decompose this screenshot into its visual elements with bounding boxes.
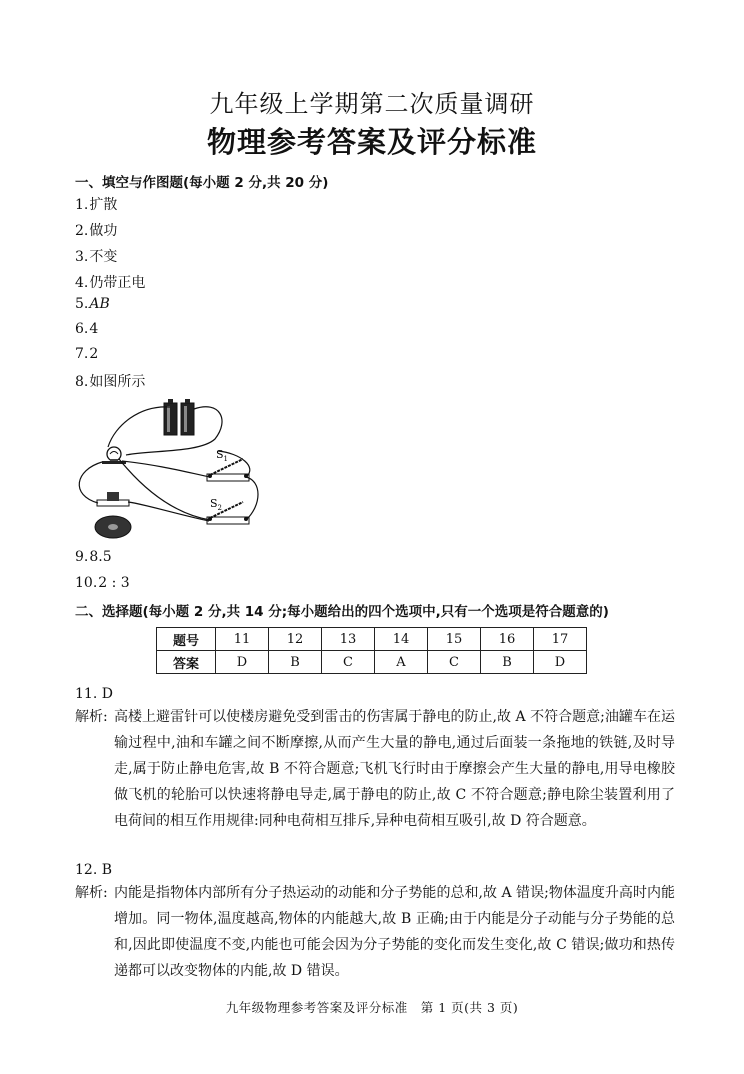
answer-text: AB [89,296,110,312]
answer-text: 2 : 3 [98,575,130,591]
answer-key-title: 物理参考答案及评分标准 [206,125,537,159]
answer-item: 2.做功 [75,223,118,239]
explanation-text: 高楼上避雷针可以使楼房避免受到雷击的伤害属于静电的防止,故 A 不符合题意;油罐车在运输过程中,油和车罐之间不断摩擦,从而产生大量的静电,通过后面装一条拖地的铁链,及时导走,属于防止静电危害,故 B 不符合题意;飞机飞行时由于摩擦会产生大量的静电,用导电橡胶做飞机的轮胎可以快速将静电导走,属于静电的防止,故 C 不符合题意;静电除尘装置利用了电荷间的相互作用规律:同种电荷相互排斥,异种电荷相互吸引,故 D 符合题意。 [114,709,675,829]
table-cell: 13 [322,628,375,651]
answer-item: 9.8.5 [75,549,112,565]
battery-icon [164,399,194,435]
table-header-cell: 答案 [157,651,216,674]
table-cell: 17 [534,628,587,651]
table-cell: 11 [216,628,269,651]
table-cell: C [322,651,375,674]
table-cell: 14 [375,628,428,651]
explanation-label: 解析: [75,885,108,901]
table-cell: B [481,651,534,674]
table-header-cell: 题号 [157,628,216,651]
answer-item: 5.AB [75,296,110,312]
table-cell: 15 [428,628,481,651]
answer-text: 不变 [89,249,118,265]
table-cell: 12 [269,628,322,651]
section-1-heading: 一、填空与作图题(每小题 2 分,共 20 分) [75,175,329,191]
table-cell: B [269,651,322,674]
answer-item: 8.如图所示 [75,374,146,390]
question-12-answer: 12. B [75,862,113,878]
answer-text: 4 [89,321,99,337]
answer-table [156,627,587,674]
answer-item: 1.扩散 [75,197,118,213]
page-footer: 九年级物理参考答案及评分标准 第 1 页(共 3 页) [225,1000,519,1015]
answer-item: 4.仍带正电 [75,275,146,291]
explanation-label: 解析: [75,709,108,725]
answer-item: 7.2 [75,346,99,362]
question-11-answer: 11. D [75,686,113,702]
switch-s2-label: $S_2$ [210,497,223,512]
table-cell: 16 [481,628,534,651]
answer-text: 仍带正电 [89,275,146,291]
answer-text: 扩散 [89,197,118,213]
explanation-text: 内能是指物体内部所有分子热运动的动能和分子势能的总和,故 A 错误;物体温度升高时内能增加。同一物体,温度越高,物体的内能越大,故 B 正确;由于内能是分子动能与分子势能的总和,因此即使温度不变,内能也可能会因为分子势能的变化而发生变化,故 C 错误;做功和热传递都可以改变物体的内能,故 D 错误。 [114,885,675,979]
switch-s1-label: $S_1$ [216,448,229,463]
circuit-diagram [70,395,270,545]
answer-text: 2 [89,346,99,362]
answer-text: 如图所示 [89,374,146,390]
table-cell: A [375,651,428,674]
section-2-heading: 二、选择题(每小题 2 分,共 14 分;每小题给出的四个选项中,只有一个选项是符合题意的) [75,604,609,620]
exam-title: 九年级上学期第二次质量调研 [209,90,535,118]
question-12-explanation [75,880,675,984]
answer-text: 8.5 [89,549,112,565]
question-11-explanation [75,704,675,834]
table-row [157,651,587,674]
table-cell: D [216,651,269,674]
answer-item: 3.不变 [75,249,118,265]
table-cell: C [428,651,481,674]
answer-item: 6.4 [75,321,99,337]
answer-text: 做功 [89,223,118,239]
table-row [157,628,587,651]
table-cell: D [534,651,587,674]
answer-item: 10.2 : 3 [75,575,130,591]
motor-icon [95,492,131,538]
